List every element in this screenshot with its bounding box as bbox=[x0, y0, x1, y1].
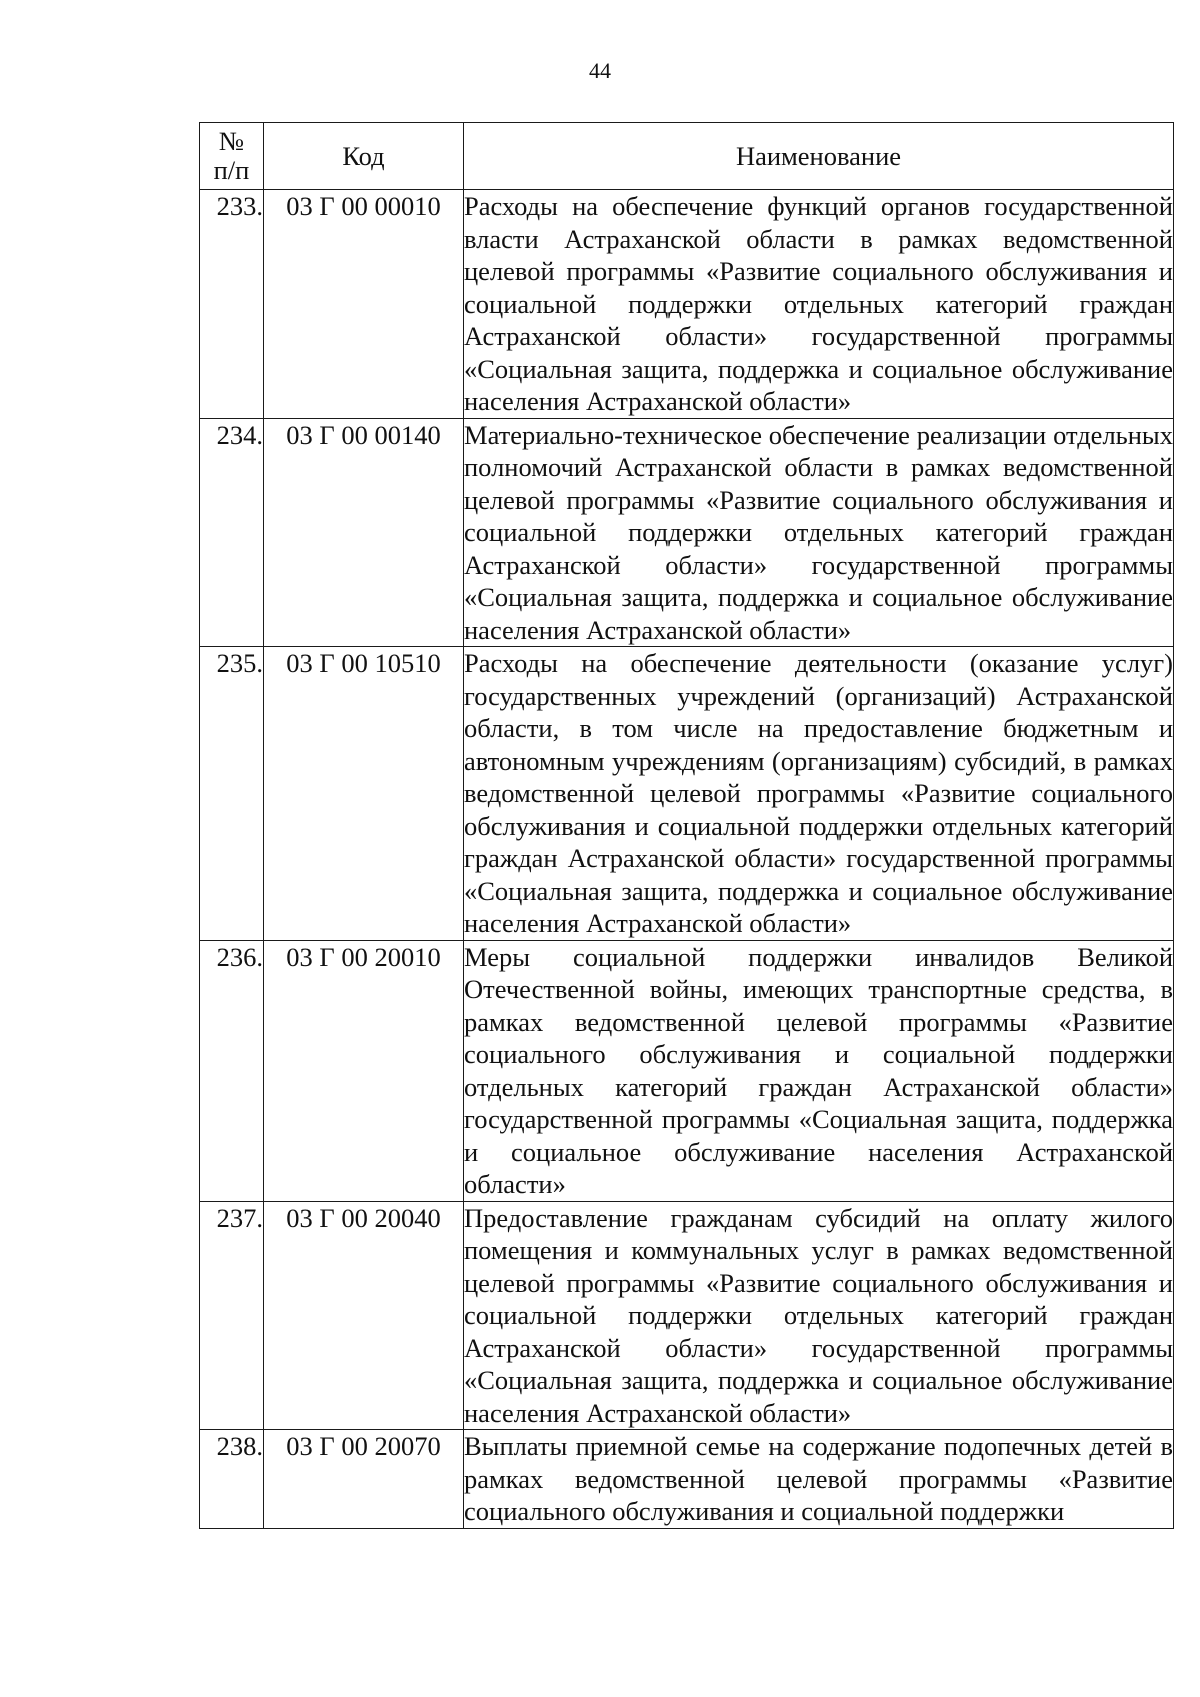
row-code: 03 Г 00 20040 bbox=[264, 1201, 464, 1430]
table-row bbox=[200, 418, 1174, 647]
row-number: 236. bbox=[200, 940, 264, 1201]
header-code: Код bbox=[264, 123, 464, 190]
row-code: 03 Г 00 20010 bbox=[264, 940, 464, 1201]
row-name: Материально-техническое обеспечение реализации отдельных полномочий Астраханской области в рамках ведомственной целевой программы «Развитие социального обслуживания и социальной поддержки отдельных категорий граждан Астраханской области» государственной программы «Социальная защита, поддержка и социальное обслуживание населения Астраханской области» bbox=[464, 419, 1173, 645]
row-number: 235. bbox=[200, 647, 264, 941]
table-row bbox=[200, 940, 1174, 1201]
table-row bbox=[200, 1430, 1174, 1529]
table-header-row bbox=[200, 123, 1174, 190]
header-number bbox=[200, 123, 264, 190]
header-number-line1: № bbox=[218, 126, 245, 156]
row-name: Расходы на обеспечение функций органов государственной власти Астраханской области в рамках ведомственной целевой программы «Развитие социального обслуживания и социальной поддержки отдельных категорий граждан Астраханской области» государственной программы «Социальная защита, поддержка и социальное обслуживание населения Астраханской области» bbox=[464, 191, 1173, 416]
row-code: 03 Г 00 00010 bbox=[264, 190, 464, 419]
row-code: 03 Г 00 10510 bbox=[264, 647, 464, 941]
row-code: 03 Г 00 20070 bbox=[264, 1430, 464, 1529]
row-number: 238. bbox=[200, 1430, 264, 1529]
row-name: Расходы на обеспечение деятельности (оказание услуг) государственных учреждений (организаций) Астраханской области, в том числе на предоставление бюджетным и автономным учреждениям (организациям) субсидий, в рамках ведомственной целевой программы «Развитие социального обслуживания и социальной поддержки отдельных категорий граждан Астраханской области» государственной программы «Социальная защита, поддержка и социальное обслуживание населения Астраханской области» bbox=[464, 648, 1173, 938]
header-number-line2: п/п bbox=[213, 155, 250, 185]
header-name: Наименование bbox=[464, 123, 1174, 190]
table-row bbox=[200, 190, 1174, 419]
row-name: Предоставление гражданам субсидий на оплату жилого помещения и коммунальных услуг в рамках ведомственной целевой программы «Развитие социального обслуживания и социальной поддержки отдельных категорий граждан Астраханской области» государственной программы «Социальная защита, поддержка и социальное обслуживание населения Астраханской области» bbox=[464, 1202, 1173, 1428]
table-row bbox=[200, 1201, 1174, 1430]
row-number: 234. bbox=[200, 418, 264, 647]
row-name: Меры социальной поддержки инвалидов Великой Отечественной войны, имеющих транспортные средства, в рамках ведомственной целевой программы «Развитие социального обслуживания и социальной поддержки отдельных категорий граждан Астраханской области» государственной программы «Социальная защита, поддержка и социальное обслуживание населения Астраханской области» bbox=[464, 941, 1173, 1199]
row-number: 233. bbox=[200, 190, 264, 419]
row-code: 03 Г 00 00140 bbox=[264, 418, 464, 647]
row-number: 237. bbox=[200, 1201, 264, 1430]
row-name: Выплаты приемной семье на содержание подопечных детей в рамках ведомственной целевой программы «Развитие социального обслуживания и социальной поддержки bbox=[464, 1431, 1173, 1526]
table-row bbox=[200, 647, 1174, 941]
classification-table bbox=[199, 122, 1174, 1529]
page-number: 44 bbox=[589, 58, 611, 83]
